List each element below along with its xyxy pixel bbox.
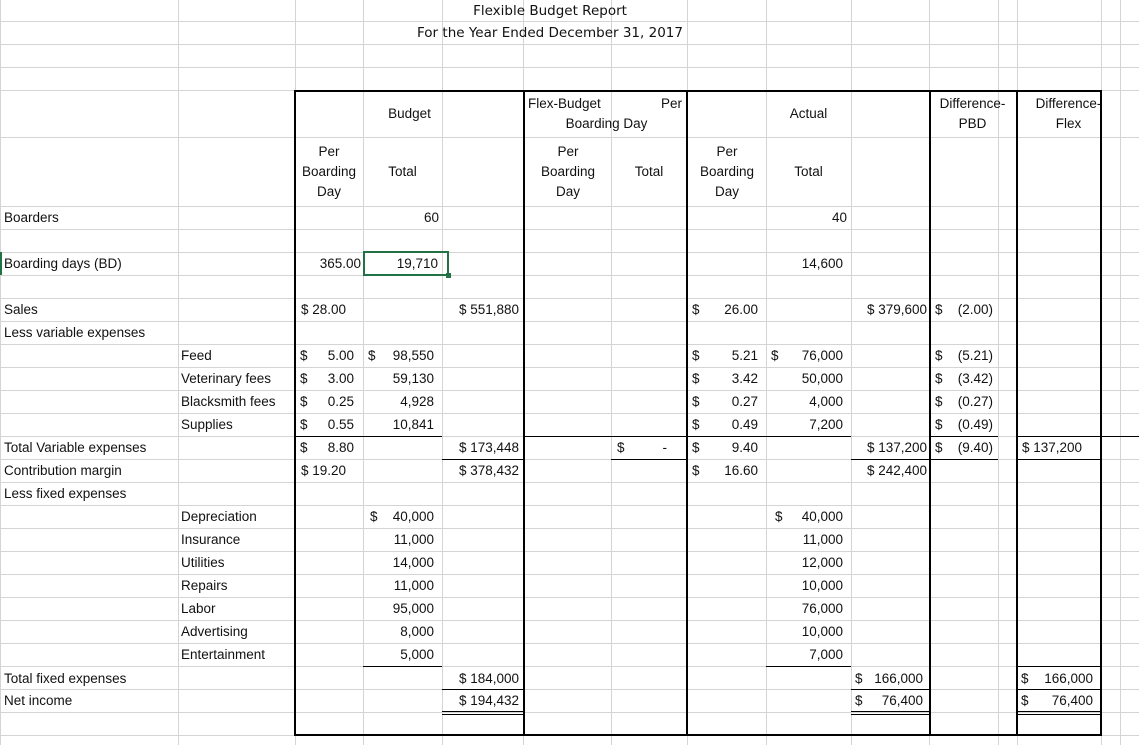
budget-total[interactable]: 4,928: [400, 394, 434, 409]
actual-total[interactable]: 7,200: [809, 417, 843, 432]
actual-pbd[interactable]: $ 0.27: [692, 394, 758, 409]
row-label-boarding-days[interactable]: Boarding days (BD): [4, 256, 122, 271]
actual-total[interactable]: 12,000: [801, 555, 843, 570]
budget-total-variable[interactable]: $ 173,448: [458, 440, 519, 455]
budget-total[interactable]: 59,130: [392, 371, 434, 386]
diff-pbd[interactable]: $ (5.21): [935, 348, 993, 363]
budget-net-income[interactable]: $ 194,432: [458, 693, 519, 708]
header-flex-line1b: Per: [660, 96, 682, 111]
diff-flex-total-variable[interactable]: $ 137,200: [1022, 440, 1083, 455]
variable-item-label[interactable]: Veterinary fees: [181, 371, 272, 386]
variable-item-label[interactable]: Feed: [181, 348, 212, 363]
actual-pbd[interactable]: $ 3.42: [692, 371, 758, 386]
budget-total-variable-pbd[interactable]: $ 8.80: [300, 440, 354, 455]
underline: [766, 666, 851, 667]
fixed-item-label[interactable]: Advertising: [181, 624, 248, 639]
budget-total[interactable]: $ 98,550: [368, 348, 434, 363]
fixed-item-label[interactable]: Repairs: [181, 578, 228, 593]
budget-pbd[interactable]: $ 0.25: [300, 394, 354, 409]
subheader-budget-total: Total: [388, 164, 417, 179]
actual-boarding-days-total[interactable]: 14,600: [801, 256, 843, 271]
actual-total[interactable]: 10,000: [801, 578, 843, 593]
row-label-less-fixed[interactable]: Less fixed expenses: [4, 486, 127, 501]
underline: [1017, 666, 1101, 667]
diff-flex-total-fixed[interactable]: $ 166,000: [1021, 671, 1093, 686]
row-label-net-income[interactable]: Net income: [4, 693, 73, 708]
budget-contribution-pbd[interactable]: $ 19.20: [301, 463, 347, 478]
row-label-total-fixed[interactable]: Total fixed expenses: [4, 671, 127, 686]
diff-pbd[interactable]: $ (0.49): [935, 417, 993, 432]
budget-total[interactable]: 14,000: [392, 555, 434, 570]
budget-total[interactable]: 10,841: [392, 417, 434, 432]
budget-total[interactable]: 5,000: [400, 647, 434, 662]
underline: [611, 459, 687, 460]
actual-total[interactable]: $ 76,000: [771, 348, 843, 363]
report-title: Flexible Budget Report: [473, 3, 627, 19]
header-flex-line2: Boarding Day: [565, 116, 648, 131]
underline: [929, 459, 998, 460]
header-diff-pbd-1: Difference-: [939, 96, 1006, 111]
header-diff-flex-2: Flex: [1055, 116, 1082, 131]
diff-flex-border-right: [1100, 90, 1102, 736]
actual-total-variable[interactable]: $ 137,200: [866, 440, 927, 455]
fill-handle[interactable]: [446, 273, 451, 278]
budget-total[interactable]: 8,000: [400, 624, 434, 639]
diff-pbd-total-variable[interactable]: $ (9.40): [935, 440, 993, 455]
actual-sales-pbd[interactable]: $ 26.00: [692, 302, 758, 317]
budget-total[interactable]: 95,000: [392, 601, 434, 616]
header-flex-line1a: Flex-Budget: [528, 96, 601, 111]
actual-total[interactable]: 76,000: [801, 601, 843, 616]
actual-total[interactable]: 50,000: [801, 371, 843, 386]
subheader-flex-total: Total: [634, 164, 664, 179]
report-subtitle: For the Year Ended December 31, 2017: [417, 25, 683, 41]
actual-total[interactable]: $ 40,000: [775, 509, 843, 524]
actual-contribution-total[interactable]: $ 242,400: [866, 463, 927, 478]
subheader-budget-pbd: Per Boarding Day: [301, 144, 357, 199]
header-diff-flex-1: Difference-: [1035, 96, 1102, 111]
diff-pbd-sales[interactable]: $ (2.00): [935, 302, 993, 317]
double-underline: [1017, 711, 1101, 715]
diff-pbd[interactable]: $ (3.42): [935, 371, 993, 386]
actual-boarders[interactable]: 40: [831, 210, 847, 225]
double-underline: [442, 711, 523, 715]
actual-contribution-pbd[interactable]: $ 16.60: [692, 463, 758, 478]
fixed-item-label[interactable]: Depreciation: [181, 509, 257, 524]
header-budget: Budget: [388, 106, 431, 121]
actual-total[interactable]: 11,000: [802, 532, 843, 547]
row-label-less-variable[interactable]: Less variable expenses: [4, 325, 146, 340]
actual-sales-total[interactable]: $ 379,600: [866, 302, 927, 317]
underline: [363, 666, 442, 667]
active-row-indicator: [0, 252, 2, 275]
subheader-actual-pbd: Per Boarding Day: [699, 144, 755, 199]
underline: [1017, 459, 1101, 460]
table-border-bottom: [295, 734, 1102, 736]
row-label-total-variable[interactable]: Total Variable expenses: [4, 440, 147, 455]
diff-pbd-border-right: [1016, 90, 1018, 736]
variable-item-label[interactable]: Supplies: [181, 417, 233, 432]
header-actual: Actual: [789, 106, 828, 121]
table-border-top: [295, 90, 1102, 92]
fixed-item-label[interactable]: Labor: [181, 601, 216, 616]
budget-sales-pbd[interactable]: $ 28.00: [301, 302, 347, 317]
budget-total-fixed[interactable]: $ 184,000: [458, 671, 519, 686]
row-label-contribution-margin[interactable]: Contribution margin: [4, 463, 122, 478]
fixed-item-label[interactable]: Utilities: [181, 555, 225, 570]
variable-item-label[interactable]: Blacksmith fees: [181, 394, 276, 409]
budget-total[interactable]: $ 40,000: [370, 509, 434, 524]
subheader-flex-pbd: Per Boarding Day: [540, 144, 596, 199]
budget-pbd[interactable]: $ 3.00: [300, 371, 354, 386]
actual-pbd[interactable]: $ 5.21: [692, 348, 758, 363]
actual-pbd[interactable]: $ 0.49: [692, 417, 758, 432]
row-label-sales[interactable]: Sales: [4, 302, 38, 317]
diff-flex-net-income[interactable]: $ 76,400: [1021, 693, 1093, 708]
subheader-actual-total: Total: [794, 164, 823, 179]
actual-total[interactable]: 7,000: [809, 647, 843, 662]
actual-net-income[interactable]: $ 76,400: [855, 693, 923, 708]
row-label-boarders[interactable]: Boarders: [4, 210, 59, 225]
actual-total[interactable]: 4,000: [809, 394, 843, 409]
double-underline: [851, 711, 929, 715]
budget-pbd[interactable]: $ 0.55: [300, 417, 354, 432]
flex-total-variable-pbd[interactable]: $ -: [617, 440, 667, 455]
actual-total-fixed[interactable]: $ 166,000: [855, 671, 923, 686]
actual-total[interactable]: 10,000: [801, 624, 843, 639]
header-diff-pbd-2: PBD: [958, 116, 987, 131]
budget-boarding-days-pbd[interactable]: 365.00: [319, 256, 361, 271]
fixed-item-label[interactable]: Insurance: [181, 532, 241, 547]
budget-sales-total[interactable]: $ 551,880: [458, 302, 519, 317]
actual-border-right: [929, 90, 931, 736]
budget-boarders[interactable]: 60: [423, 210, 439, 225]
diff-pbd[interactable]: $ (0.27): [935, 394, 993, 409]
actual-total-variable-pbd[interactable]: $ 9.40: [692, 440, 758, 455]
budget-total[interactable]: 11,000: [393, 578, 434, 593]
budget-total[interactable]: 11,000: [393, 532, 434, 547]
budget-contribution-total[interactable]: $ 378,432: [458, 463, 519, 478]
fixed-item-label[interactable]: Entertainment: [181, 647, 266, 662]
budget-boarding-days-total[interactable]: 19,710: [396, 256, 438, 271]
budget-pbd[interactable]: $ 5.00: [300, 348, 354, 363]
